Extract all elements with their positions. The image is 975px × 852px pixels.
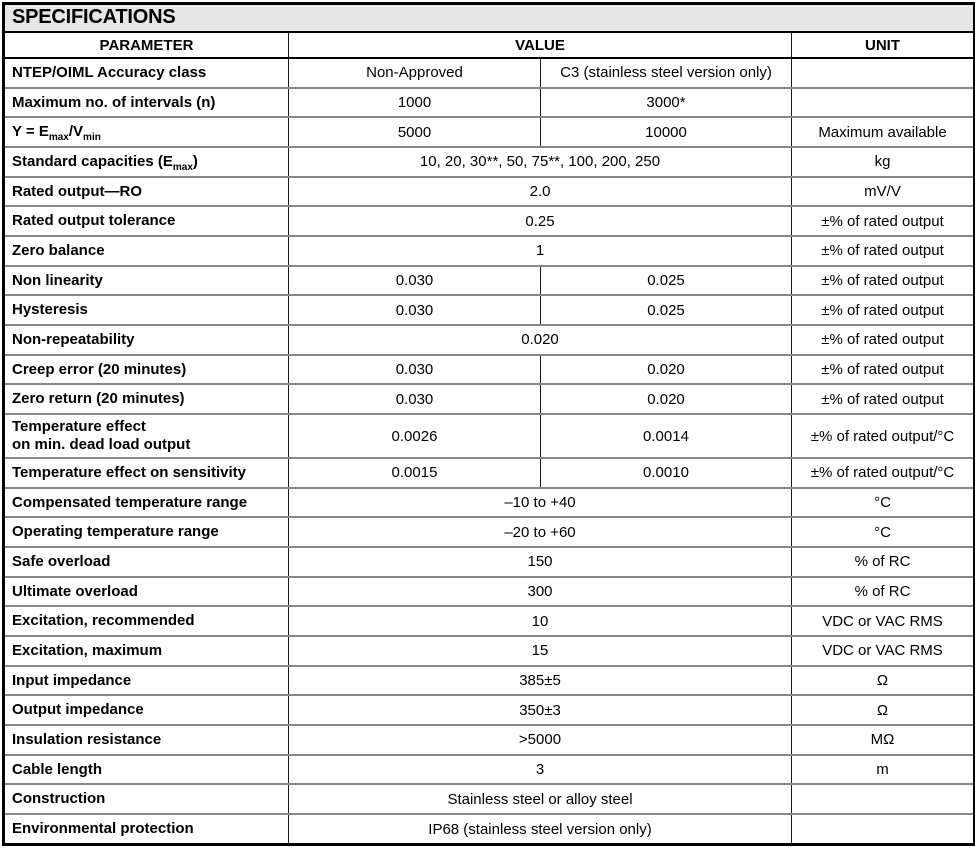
value-cell: 0.030 [289,295,541,325]
param-cell [4,636,289,666]
value-cell: Non-Approved [289,58,541,88]
unit-cell: kg [792,147,975,177]
value-cell: 10 [289,606,792,636]
value-cell: 0.030 [289,266,541,296]
param-text: Temperature effect [12,418,146,436]
param-text: NTEP/OIML Accuracy class [12,63,207,81]
unit-cell: ±% of rated output [792,355,975,385]
table-row [4,325,975,355]
table-row [4,636,975,666]
unit-cell: Maximum available [792,117,975,147]
unit-cell: ±% of rated output [792,236,975,266]
table-row [4,236,975,266]
param-text: Input impedance [12,671,132,689]
col-header-parameter: PARAMETER [4,32,289,58]
value-cell: 0.025 [541,295,792,325]
param-cell [4,355,289,385]
param-text: Safe overload [12,552,111,570]
value-cell: 10000 [541,117,792,147]
col-header-unit: UNIT [792,32,975,58]
param-cell [4,384,289,414]
param-text: Y = E [12,123,49,141]
unit-cell [792,58,975,88]
value-cell: 2.0 [289,177,792,207]
value-cell: 350±3 [289,695,792,725]
param-text: Rated output—RO [12,182,142,200]
value-cell: C3 (stainless steel version only) [541,58,792,88]
value-cell: IP68 (stainless steel version only) [289,814,792,844]
param-text: Excitation, maximum [12,641,163,659]
param-subscript: max [48,132,69,144]
col-header-value: VALUE [289,32,792,58]
table-row [4,755,975,785]
unit-cell [792,88,975,118]
param-cell [4,725,289,755]
unit-cell: ±% of rated output [792,384,975,414]
unit-cell [792,814,975,844]
value-cell: 3 [289,755,792,785]
param-text: Environmental protection [12,820,194,838]
table-row [4,295,975,325]
param-text: on min. dead load output [12,436,191,454]
unit-cell: ±% of rated output [792,266,975,296]
table-row [4,117,975,147]
table-row [4,695,975,725]
param-subscript: max [172,161,193,173]
table-row [4,547,975,577]
param-cell [4,177,289,207]
column-header-row [4,32,975,58]
param-text: Ultimate overload [12,582,138,600]
param-text: Maximum no. of intervals (n) [12,93,216,111]
param-cell [4,206,289,236]
value-cell: 10, 20, 30**, 50, 75**, 100, 200, 250 [289,147,792,177]
param-text: Hysteresis [12,301,88,319]
param-cell [4,147,289,177]
table-row [4,88,975,118]
value-cell: 3000* [541,88,792,118]
value-cell: 0.25 [289,206,792,236]
value-cell: –10 to +40 [289,488,792,518]
table-row [4,206,975,236]
param-text: Non linearity [12,271,103,289]
param-cell [4,325,289,355]
table-head [4,4,975,59]
param-cell [4,814,289,844]
table-row [4,488,975,518]
value-cell: 0.0010 [541,458,792,488]
value-cell: 1 [289,236,792,266]
table-row [4,147,975,177]
param-text: Zero return (20 minutes) [12,390,185,408]
table-row [4,414,975,458]
param-text: ) [192,152,198,170]
param-cell [4,577,289,607]
param-cell [4,117,289,147]
unit-cell: ±% of rated output/°C [792,414,975,458]
value-cell: 5000 [289,117,541,147]
unit-cell: ±% of rated output [792,325,975,355]
param-cell [4,88,289,118]
unit-cell: % of RC [792,547,975,577]
value-cell: 0.020 [541,355,792,385]
unit-cell: m [792,755,975,785]
unit-cell: °C [792,517,975,547]
unit-cell: ±% of rated output [792,295,975,325]
param-text: Zero balance [12,241,105,259]
param-cell [4,695,289,725]
param-cell [4,58,289,88]
param-cell [4,236,289,266]
value-cell: 0.030 [289,355,541,385]
table-body [4,58,975,845]
param-text: /V [68,123,84,141]
param-cell [4,266,289,296]
param-cell [4,295,289,325]
param-text: Non-repeatability [12,330,135,348]
value-cell: Stainless steel or alloy steel [289,784,792,814]
param-text: Rated output tolerance [12,212,176,230]
table-row [4,725,975,755]
param-text: Excitation, recommended [12,612,195,630]
param-cell [4,547,289,577]
value-cell: 0.030 [289,384,541,414]
unit-cell: MΩ [792,725,975,755]
value-cell: 150 [289,547,792,577]
param-text: Construction [12,790,106,808]
param-text: Standard capacities (E [12,152,173,170]
param-text: Cable length [12,760,103,778]
table-row [4,784,975,814]
value-cell: 15 [289,636,792,666]
param-text: Creep error (20 minutes) [12,360,187,378]
table-row [4,666,975,696]
table-title: SPECIFICATIONS [4,4,975,33]
value-cell: 300 [289,577,792,607]
unit-cell: Ω [792,666,975,696]
specifications-table [2,2,975,846]
value-cell: –20 to +60 [289,517,792,547]
unit-cell: VDC or VAC RMS [792,606,975,636]
param-text: Output impedance [12,701,144,719]
param-cell [4,458,289,488]
value-cell: 385±5 [289,666,792,696]
unit-cell: ±% of rated output/°C [792,458,975,488]
value-cell: 0.020 [289,325,792,355]
title-row [4,4,975,33]
unit-cell: mV/V [792,177,975,207]
param-text: Operating temperature range [12,523,219,541]
param-cell [4,414,289,458]
table-row [4,814,975,844]
param-cell [4,755,289,785]
unit-cell [792,784,975,814]
param-cell [4,666,289,696]
unit-cell: ±% of rated output [792,206,975,236]
table-row [4,355,975,385]
value-cell: 1000 [289,88,541,118]
param-cell [4,606,289,636]
param-text: Compensated temperature range [12,493,248,511]
table-row [4,458,975,488]
table-row [4,606,975,636]
value-cell: 0.0026 [289,414,541,458]
value-cell: 0.0014 [541,414,792,458]
param-text: Temperature effect on sensitivity [12,463,246,481]
value-cell: >5000 [289,725,792,755]
table-row [4,384,975,414]
param-cell [4,784,289,814]
unit-cell: VDC or VAC RMS [792,636,975,666]
value-cell: 0.020 [541,384,792,414]
param-cell [4,517,289,547]
table-row [4,577,975,607]
unit-cell: °C [792,488,975,518]
unit-cell: % of RC [792,577,975,607]
table-row [4,177,975,207]
unit-cell: Ω [792,695,975,725]
param-cell [4,488,289,518]
param-text: Insulation resistance [12,730,162,748]
table-row [4,266,975,296]
table-row [4,517,975,547]
value-cell: 0.025 [541,266,792,296]
value-cell: 0.0015 [289,458,541,488]
table-row [4,58,975,88]
param-subscript: min [83,132,101,144]
